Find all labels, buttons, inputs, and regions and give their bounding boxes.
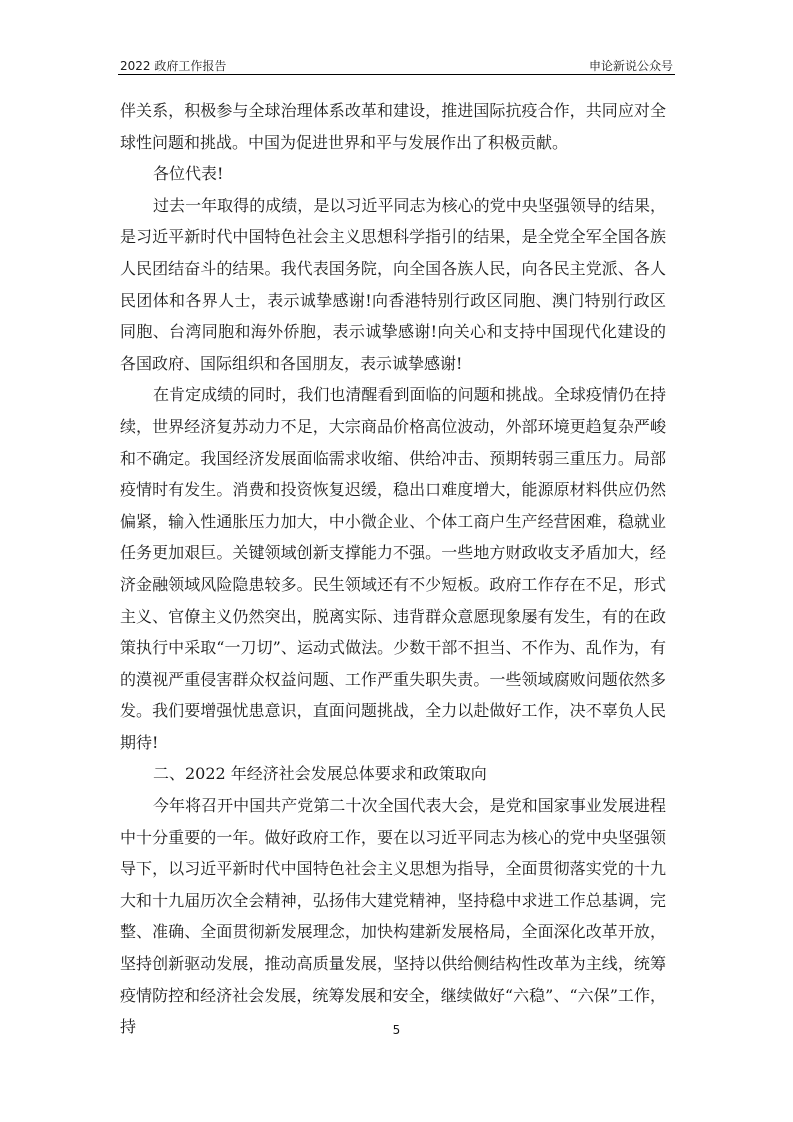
paragraph-salutation: 各位代表! <box>153 164 224 184</box>
paragraph-requirements: 今年将召开中国共产党第二十次全国代表大会，是党和国家事业发展进程中十分重要的一年。做好政府工作，要在以习近平同志为核心的党中央坚强领导下，以习近平新时代中国特色社会主义思想为指导，全面贯彻落实党的十九大和十九届历次全会精神，弘扬伟大建党精神，坚持稳中求进工作总基调，完整、准确、全面贯彻新发展理念，加快构建新发展格局，全面深化改革开放，坚持创新驱动发展，推动高质量发展，坚持以供给侧结构性改革为主线，统筹疫情防控和经济社会发展，统筹发展和安全，继续做好“六稳”、“六保”工作，持 <box>120 796 666 1037</box>
header-source: 申论新说公众号 <box>588 59 673 73</box>
section-heading: 二、2022 年经济社会发展总体要求和政策取向 <box>153 764 487 784</box>
paragraph-achievements: 过去一年取得的成绩，是以习近平同志为核心的党中央坚强领导的结果，是习近平新时代中国特色社会主义思想科学指引的结果，是全党全军全国各族人民团结奋斗的结果。我代表国务院，向全国各族人民，向各民主党派、各人民团体和各界人士，表示诚挚感谢!向香港特别行政区同胞、澳门特别行政区同胞、台湾同胞和海外侨胞，表示诚挚感谢!向关心和支持中国现代化建设的各国政府、国际组织和各国朋友，表示诚挚感谢! <box>120 195 666 373</box>
page-header <box>118 54 675 75</box>
paragraph-continuation: 伴关系，积极参与全球治理体系改革和建设，推进国际抗疫合作，共同应对全球性问题和挑战。中国为促进世界和平与发展作出了积极贡献。 <box>120 101 666 152</box>
header-title: 2022 政府工作报告 <box>120 59 227 73</box>
paragraph-challenges: 在肯定成绩的同时，我们也清醒看到面临的问题和挑战。全球疫情仍在持续，世界经济复苏动力不足，大宗商品价格高位波动，外部环境更趋复杂严峻和不确定。我国经济发展面临需求收缩、供给冲击、预期转弱三重压力。局部疫情时有发生。消费和投资恢复迟缓，稳出口难度增大，能源原材料供应仍然偏紧，输入性通胀压力加大，中小微企业、个体工商户生产经营困难，稳就业任务更加艰巨。关键领域创新支撑能力不强。一些地方财政收支矛盾加大，经济金融领域风险隐患较多。民生领域还有不少短板。政府工作存在不足，形式主义、官僚主义仍然突出，脱离实际、违背群众意愿现象屡有发生，有的在政策执行中采取“一刀切”、运动式做法。少数干部不担当、不作为、乱作为，有的漠视严重侵害群众权益问题、工作严重失职失责。一些领域腐败问题依然多发。我们要增强忧患意识，直面问题挑战，全力以赴做好工作，决不辜负人民期待! <box>120 385 666 752</box>
document-body <box>120 95 666 1043</box>
page-number: 5 <box>392 1023 401 1037</box>
